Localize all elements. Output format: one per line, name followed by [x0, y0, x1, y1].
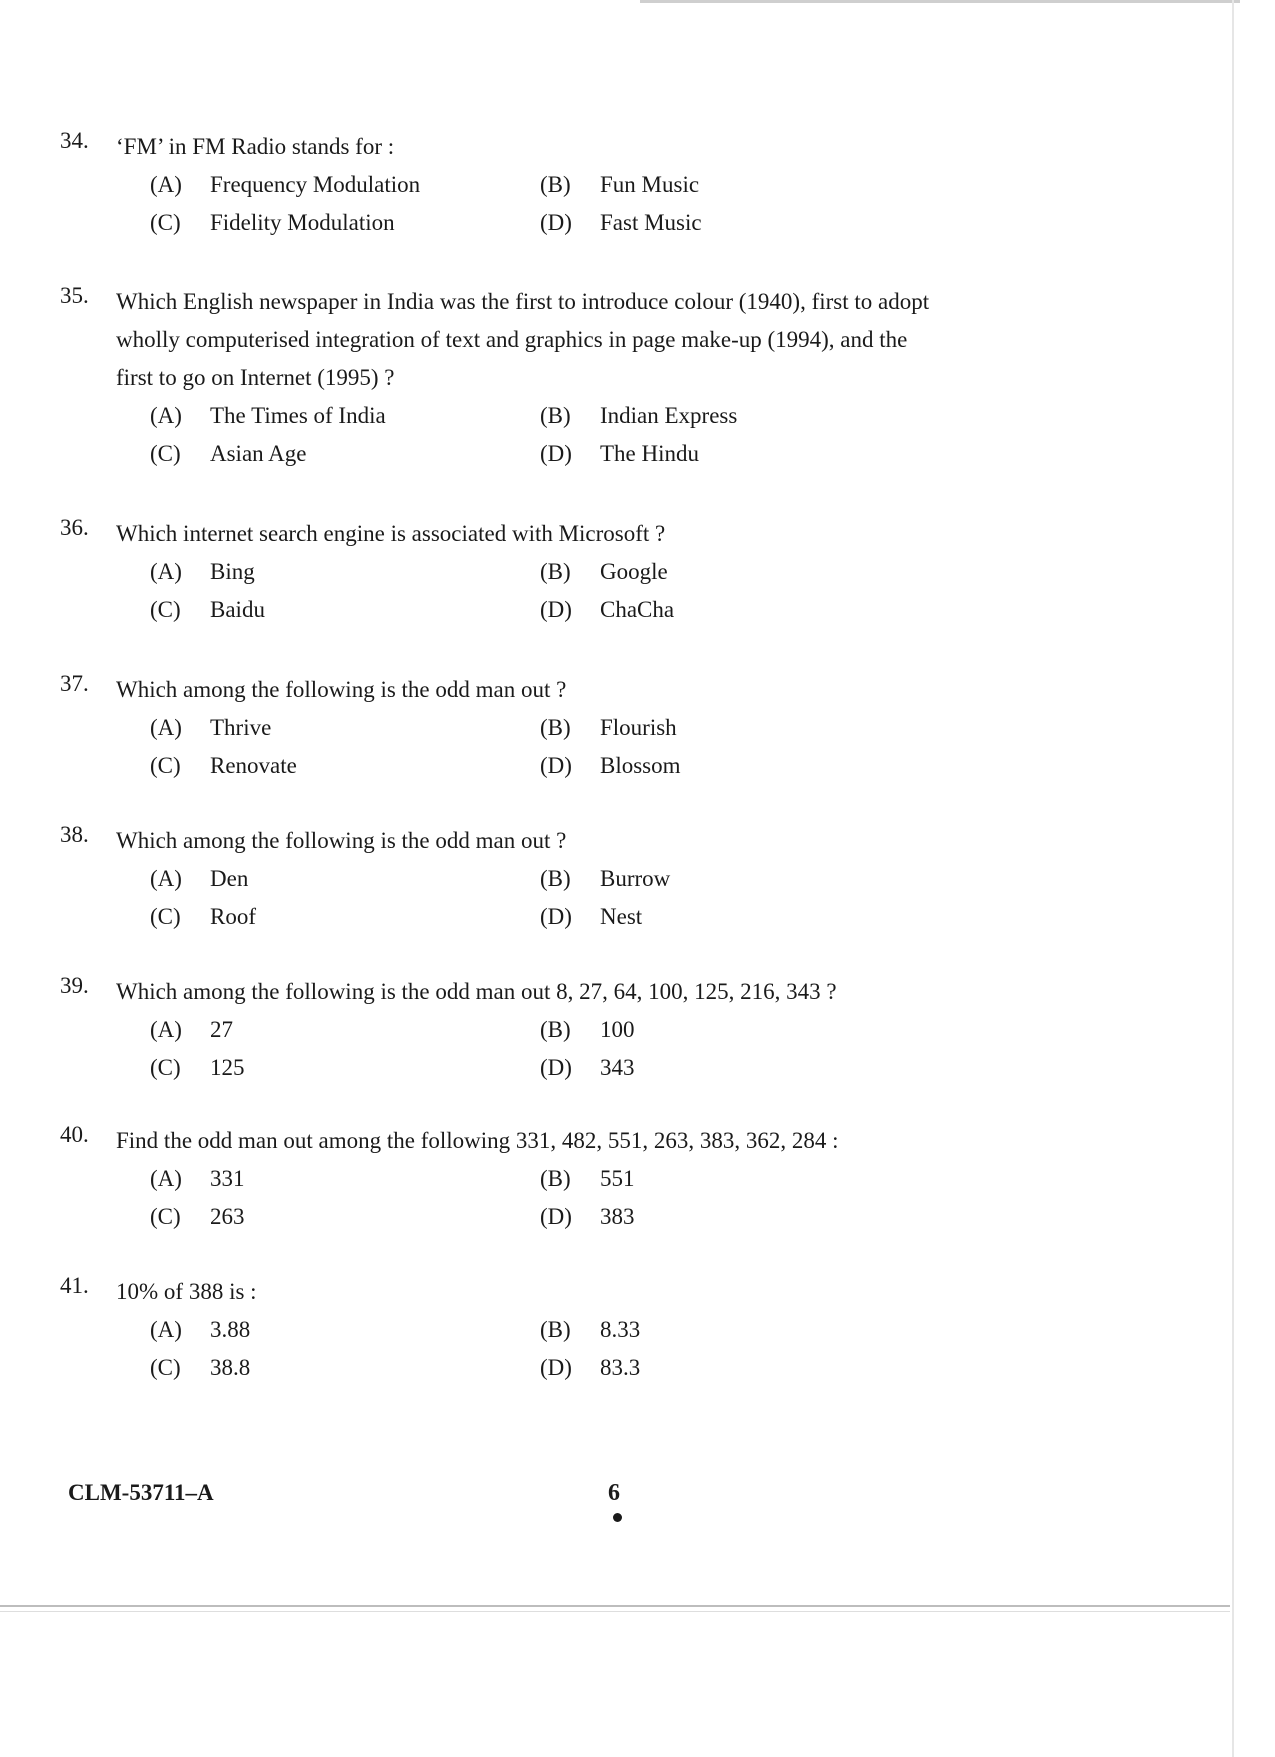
- scan-edge-right: [1232, 0, 1234, 1757]
- option-c: (C) Fidelity Modulation: [150, 210, 395, 235]
- option-d: (D) 83.3: [540, 1355, 641, 1380]
- option-a: (A) Den: [150, 866, 249, 891]
- question-number: 41.: [60, 1273, 89, 1298]
- question-number: 39.: [60, 973, 89, 998]
- option-b: (B) Fun Music: [540, 172, 700, 197]
- option-a: (A) 3.88: [150, 1317, 251, 1342]
- page-divider-shadow: [0, 1611, 1230, 1612]
- option-b: (B) 8.33: [540, 1317, 641, 1342]
- option-c: (C) 263: [150, 1204, 245, 1229]
- option-c: (C) Asian Age: [150, 441, 307, 466]
- option-b: (B) Google: [540, 559, 668, 584]
- question-35: [60, 283, 960, 473]
- question-37: [60, 671, 960, 785]
- question-number: 37.: [60, 671, 89, 696]
- question-36: [60, 515, 960, 629]
- option-d: (D) 383: [540, 1204, 635, 1229]
- page-number: 6: [608, 1480, 620, 1506]
- question-number: 38.: [60, 822, 89, 847]
- options: [60, 1311, 960, 1387]
- question-text: Which English newspaper in India was the first to introduce colour (1940), first to adopt wholly computerised integration of text and graphics in page make-up (1994), and the first to go on Internet (1995) ?: [116, 289, 930, 390]
- option-d: (D) Nest: [540, 904, 643, 929]
- question-number: 34.: [60, 128, 89, 153]
- options: [60, 553, 960, 629]
- dot-mark: [613, 1513, 622, 1522]
- option-d: (D) The Hindu: [540, 441, 700, 466]
- options: [60, 1160, 960, 1236]
- option-c: (C) 125: [150, 1055, 245, 1080]
- question-text: 10% of 388 is :: [116, 1279, 257, 1304]
- option-a: (A) The Times of India: [150, 403, 386, 428]
- option-b: (B) Indian Express: [540, 403, 738, 428]
- options: [60, 860, 960, 936]
- question-number: 36.: [60, 515, 89, 540]
- paper-code: CLM-53711–A: [68, 1480, 214, 1505]
- question-39: [60, 973, 960, 1087]
- option-b: (B) Burrow: [540, 866, 671, 891]
- question-40: [60, 1122, 960, 1236]
- option-d: (D) ChaCha: [540, 597, 675, 622]
- options: [60, 1011, 960, 1087]
- option-c: (C) Renovate: [150, 753, 297, 778]
- option-b: (B) 551: [540, 1166, 635, 1191]
- option-c: (C) Roof: [150, 904, 256, 929]
- option-a: (A) Frequency Modulation: [150, 172, 421, 197]
- option-b: (B) 100: [540, 1017, 635, 1042]
- options: [60, 709, 960, 785]
- question-text: Which among the following is the odd man out ?: [116, 828, 567, 853]
- option-d: (D) Blossom: [540, 753, 681, 778]
- option-c: (C) 38.8: [150, 1355, 251, 1380]
- option-c: (C) Baidu: [150, 597, 265, 622]
- options: [60, 397, 960, 473]
- question-text: ‘FM’ in FM Radio stands for :: [116, 134, 395, 159]
- question-41: [60, 1273, 960, 1387]
- page-divider: [0, 1605, 1230, 1607]
- option-d: (D) 343: [540, 1055, 635, 1080]
- option-d: (D) Fast Music: [540, 210, 702, 235]
- question-text: Which among the following is the odd man out ?: [116, 677, 567, 702]
- option-a: (A) Thrive: [150, 715, 272, 740]
- scan-edge-top: [640, 0, 1240, 3]
- option-a: (A) 27: [150, 1017, 233, 1042]
- option-a: (A) 331: [150, 1166, 245, 1191]
- options: [60, 166, 960, 242]
- question-text: Which internet search engine is associated with Microsoft ?: [116, 521, 666, 546]
- question-number: 35.: [60, 283, 89, 308]
- option-b: (B) Flourish: [540, 715, 677, 740]
- question-number: 40.: [60, 1122, 89, 1147]
- option-a: (A) Bing: [150, 559, 255, 584]
- question-38: [60, 822, 960, 936]
- question-text: Which among the following is the odd man out 8, 27, 64, 100, 125, 216, 343 ?: [116, 979, 837, 1004]
- question-text: Find the odd man out among the following 331, 482, 551, 263, 383, 362, 284 :: [116, 1128, 839, 1153]
- question-34: [60, 128, 960, 242]
